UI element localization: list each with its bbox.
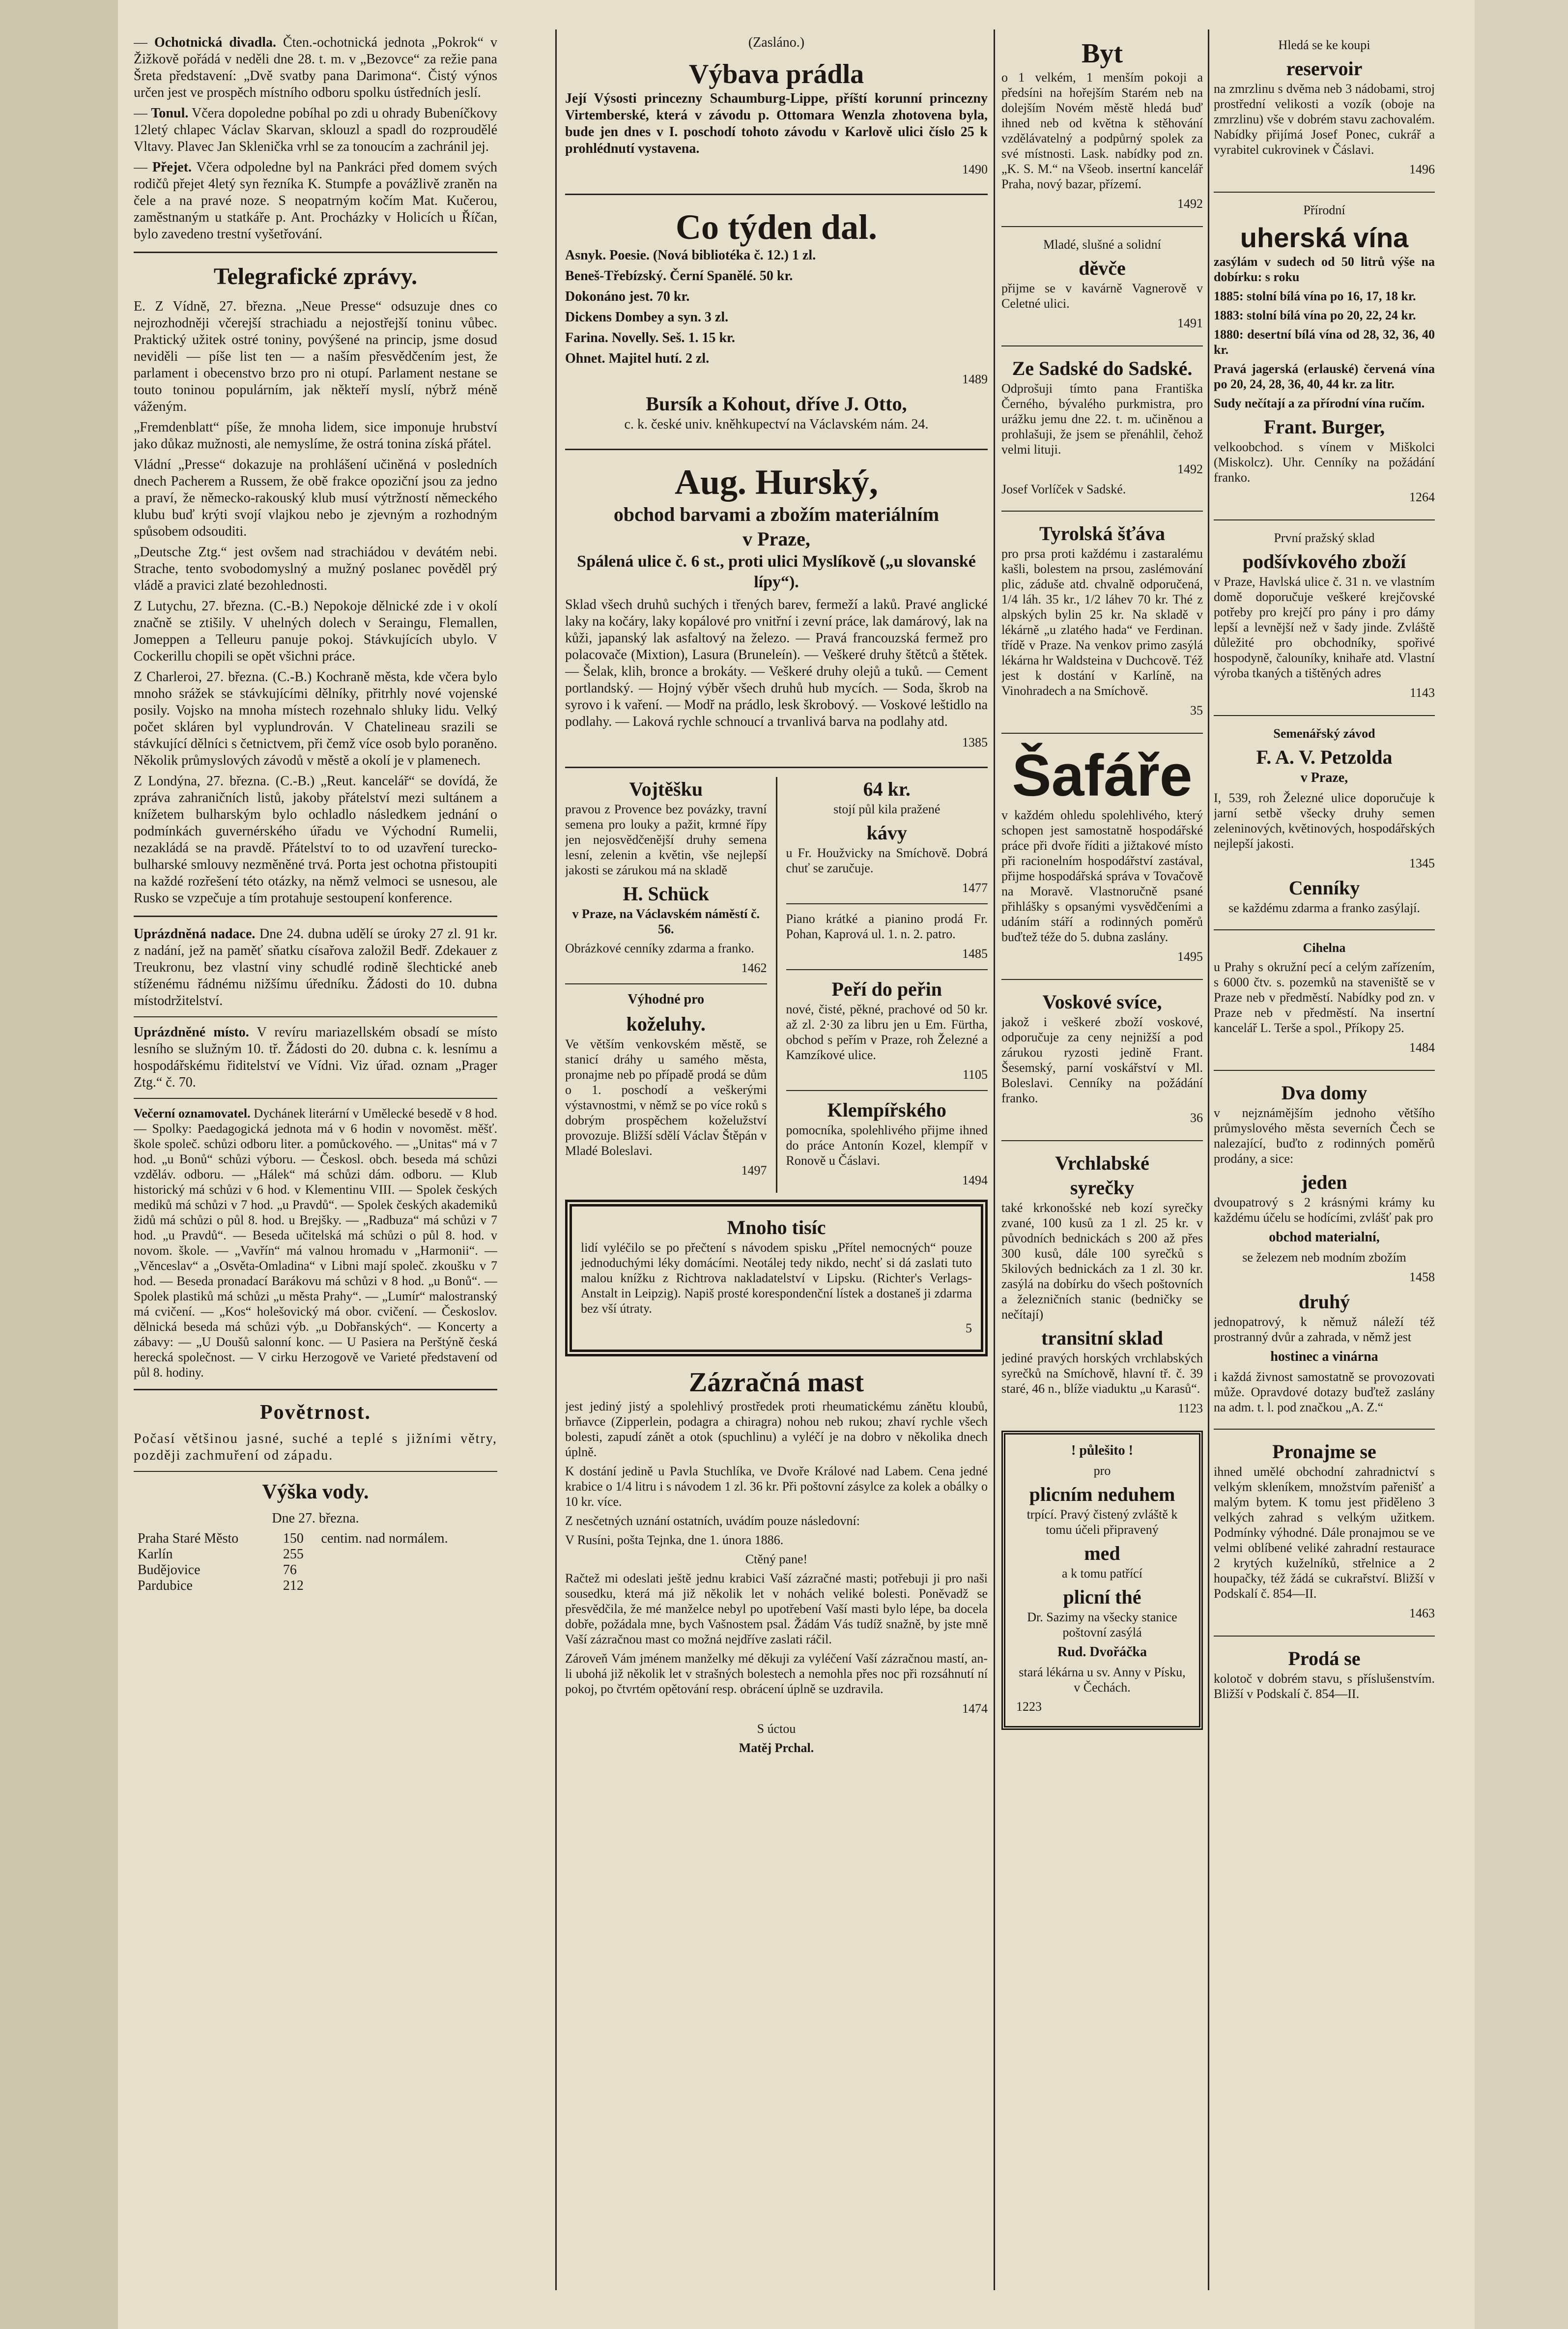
ad-number: 1458 [1409,1270,1435,1284]
divider [1001,733,1203,734]
divider [134,916,497,917]
ad-sadska [1001,353,1203,504]
ad-text: na zmrzlinu s dvěma neb 3 nádobami, stroj prostřední velikosti a vozík (oboje na zmrzlinu) vše v dobrém stavu zachovalém. Nabídky přijímá Josef Ponec, cukrář a vyrabitel cukrovinek v Čáslavi. [1214,82,1435,157]
column-ads-narrow [1001,34,1203,1737]
ad-text: K dostání jedině u Pavla Stuchlíka, ve Dvoře Králové nad Labem. Cena jedné krabice o 1/4 litru i s návodem 1 zl. 36 kr. Při poštovní zásylce za kolek a obálky o 10 kr. více. [565,1464,988,1509]
divider [565,983,767,984]
ad-number: 1477 [962,881,988,895]
divider [134,1389,497,1390]
ad-text: Její Výsosti princezny Schaumburg-Lippe, příští korunní princezny Virtemberské, která v závodu p. Ottomara Wenzla zhotovena byla, bude jen dnes v I. poschodí tohoto závodu v Karlově ulici číslo 25 k prohlédnutí vystavena. [565,91,988,156]
notice: Uprázdněné místo. V revíru mariazellském obsadí se místo lesního se služným 10. tř. Žádosti do 20. dubna c. k. lesnímu a hospodářskému řiditelství ve Vídni. Viz úřad. oznam „Prager Ztg.“ č. 70. [134,1025,497,1090]
ad-title: Mnoho tisíc [727,1216,826,1238]
book-line: Farina. Novelly. Seš. 1. 15 kr. [565,330,735,345]
ad-devce [1001,234,1203,339]
letter-closing: S úctou [757,1722,796,1736]
ad-number: 1264 [1409,490,1435,504]
news-item: — Tonul. Včera dopoledne pobíhal po zdi u ohrady Bubeníčkovy 12letý chlapec Václav Skarvan, sklouzl a spadl do rozproudělé Vltavy. Plavec Jan Sklenička vrhl se za tonoucím a zachránil jej. [134,106,497,154]
ad-kava-price: 64 kr. [863,778,911,800]
wine-line: 1880: desertní bílá vína od 28, 32, 36, 40 kr. [1214,327,1435,357]
ad-text: nové, čisté, pěkné, prachové od 50 kr. až zl. 2·30 za libru jen u Em. Fürtha, obchod s peřím v Praze, roh Železné a Kamzíkové ulice. [786,1002,988,1062]
ad-product: med [1084,1542,1120,1564]
ad-text: c. k. české univ. kněhkupectví na Václavském nám. 24. [624,417,929,432]
ad-subtitle: Bursík a Kohout, dříve J. Otto, [646,393,907,415]
ad-number: 1345 [1409,856,1435,870]
ad-number: 36 [1190,1111,1203,1125]
ad-text: jediné pravých horských vrchlabských syrečků na Smíchově, hlavní tř. č. 39 staré, 46 n., blíže viaduktu „u Karasů“. [1001,1351,1203,1396]
divider [776,777,777,1193]
ad-right-stack [786,777,988,1193]
table-row: Budějovice 76 [138,1562,297,1578]
ad-co-tyden-dal [565,204,988,440]
ad-safare [1001,741,1203,972]
ad-title: Byt [1082,38,1123,69]
book-line: Ohnet. Majitel hutí. 2 zl. [565,351,710,366]
ad-text: Z nesčetných uznání ostatních, uvádím pouze následovní: [565,1514,860,1528]
ad-text: stojí půl kila pražené [833,802,941,816]
page-left-margin [0,0,118,2329]
ad-text: a k tomu patřící [1062,1566,1142,1581]
ad-kava-word: kávy [866,822,907,844]
ad-city: v Praze, [1300,770,1348,785]
news-item: — Ochotnická divadla. Čten.-ochotnická jednota „Pokrok“ v Žižkově pořádá v neděli dne 28. t. m. v „Bezovce“ za režie pana Šreta představení: „Dvě svatby pana Darimona“. Čistý výnos určen jest ve prospěch místního odboru spolku ústředních jeslí. [134,35,497,100]
ad-number: 1490 [962,162,988,176]
ad-head: Semenářský závod [1273,726,1375,741]
ad-title: Voskové svíce, [1042,991,1162,1013]
ad-signature: Josef Vorlíček v Sadské. [1001,482,1126,496]
ad-text: stará lékárna u sv. Anny v Písku, v Čechách. [1019,1665,1186,1695]
telegraph-paragraph: Z Londýna, 27. března. (C.-B.) „Reut. kancelář“ se dovídá, že zpráva zahraničních listů, jakoby přátelství mezi sultánem a knížetem bulharským bylo ochladlo následkem jednání o podmínkách guvernérského úřadu ve Východní Rumelii, nezakládá se na pravdě. Přátelství to to od uzavření turecko-bulharské smlouvy nezměněné trvá. Porta jest ochotna přistoupiti na každé rozřešení této otázky, na němž velmoci se usnesou, ale Rusko se vzpečuje a tím protahuje sestoupení konference. [134,774,497,906]
telegraph-paragraph: Vládní „Presse“ dokazuje na prohlášení učiněná v posledních dnech Pacherem a Russem, že obě frakce opoziční jsou za jedno a praví, že německo-rakouský klub musí výtržností německého klubu buď krýti svojí vlajkou nebo je zjevným a rozhodným spůsobem odsouditi. [134,457,497,539]
ad-text: v nejznámějším jednoho většího průmyslového města severních Čech se nalezající, buďto z rodinných poměrů prodány, a sice: [1214,1106,1435,1166]
ad-text: dvoupatrový s 2 krásnými krámy ku každému účelu se hodícími, zvlášť pak pro [1214,1195,1435,1225]
divider [1001,226,1203,227]
zaslano-label: (Zasláno.) [748,35,805,50]
ad-address: v Praze, na Václavském náměstí č. 56. [572,907,760,936]
ad-subtitle: obchod materialní, [1269,1230,1380,1245]
table-row: Praha Staré Město 150 centim. nad normálem. [138,1531,448,1546]
ad-text: pomocníka, spolehlivého přijme ihned do práce Antonín Kozel, klempíř v Ronově u Čáslavi. [786,1123,988,1168]
ad-number: 1484 [1409,1040,1435,1055]
wine-line: Pravá jagerská (erlauské) červená vína po 20, 24, 28, 36, 40, 44 kr. za litr. [1214,362,1435,391]
ad-exclaim: ! půlešito ! [1071,1443,1133,1458]
column-ads-main [565,34,988,1762]
ad-mnoho-tisic [565,1200,988,1356]
ad-number: 1143 [1409,686,1435,700]
ad-zazracna-mast [565,1363,988,1762]
wine-line: Sudy nečítají a za přírodní vína ručím. [1214,396,1425,410]
divider [565,194,988,195]
ad-text: trpící. Pravý čistený zvláště k tomu účeli připravený [1026,1507,1178,1537]
divider [565,449,988,450]
table-row: Karlín 255 [138,1547,304,1562]
ad-title: Prodá se [1288,1647,1361,1669]
ad-title: Pronajme se [1272,1440,1376,1463]
ad-title: Cihelna [1303,941,1346,955]
ad-kozeluhy-head: Výhodné pro [627,992,705,1007]
ad-text: I, 539, roh Železné ulice doporučuje k jarní setbě všecky druhy semen zeleninových, květinových, hospodářských nejlepší jakosti. [1214,791,1435,851]
ad-number: 1462 [741,961,767,975]
ad-subtitle: obchod barvami a zbožím materiálním [613,503,940,525]
letter-greeting: Ctěný pane! [745,1552,808,1566]
divider [134,1016,497,1017]
ad-number: 1496 [1409,162,1435,176]
ad-text: se každému zdarma a franko zasýlají. [1228,901,1420,915]
ad-reservoir [1214,34,1435,185]
ad-title: Zázračná mast [688,1367,864,1398]
ad-dva-domy [1214,1078,1435,1422]
ad-title: F. A. V. Petzolda [1256,746,1393,768]
ad-text: u Fr. Houžvicky na Smíchově. Dobrá chuť se zaručuje. [786,846,988,875]
ad-left-stack [565,777,767,1193]
ad-subtitle: Cenníky [1288,877,1360,899]
ad-podsivky [1214,527,1435,708]
divider [1001,511,1203,512]
telegraph-paragraph: E. Z Vídně, 27. března. „Neue Presse“ odsuzuje dnes co nejrozhodněji včerejší strachiadu a nejostřejší toninu vůbec. Praktický užitek ostré toniny, povýšené na princip, jsme dosud neviděli — píše list ten — a naším přesvědčením jest, že parlament i obecenstvo brzo pro ni otupí. Parlament nestane se touto toninou populárním, jak někteří myslí, nýbrž méně váženým. [134,299,497,414]
ad-number: 1491 [1177,316,1203,330]
ad-petzold [1214,723,1435,922]
divider [1001,979,1203,980]
ad-vojtesku-title: Vojtěšku [629,778,703,800]
ad-vybava [565,55,988,185]
ad-text: také krkonošské neb kozí syrečky zvané, 100 kusů za 1 zl. 25 kr. v původních bednickách s 200 až přes 300 kusů, dále 100 syrečků s 5kilových bednickách za 1 zl. 30 kr. zasýlá na dobírku do všech poštovních a železničních stanic (bedničky se nečítají) [1001,1201,1203,1322]
ad-text: pro prsa proti každému i zastaralému kašli, bolestem na prsou, zaslémování plic, záduše atd. chvalně odporučená, 1/4 láh. 35 kr., 1/2 láhev 70 kr. Thé z alpských bylin 25 kr. Na skladě v lékárně „u zlatého hada“ ve Ferdinan. třídě v Praze. Na venkov primo zasýlá lékárna hr Waldsteina v Duchcově. Též jest k dostání v Karlíně, na Vinohradech a na Smíchově. [1001,546,1203,698]
telegraph-news [134,298,497,907]
weather-heading: Povětrnost. [259,1401,371,1424]
divider [1214,192,1435,193]
ad-title: Šafáře [1012,743,1193,808]
notice: Večerní oznamovatel. Dychánek literární v Umělecké besedě v 8 hod. — Spolky: Paedagogická jednota má v 6 hodin v novoměst. měšť. škole společ. schůzi odboru liter. a pomůckového. — „Unitas“ má v 7 hod. „u Bonů“ schůzi výboru. — Českosl. obch. beseda má schůzi vzděláv. odboru. — „Hálek“ má schůzi dám. odboru. — Klub historický má schůzi v 6 hod. v Klementinu VIII. — Spolek českých mediků má schůzi v 7 hod. „u Pravdů“. — Spolek českých akademiků židů má schůzi o půl 8. hod. u Brejšky. — „Radbuza“ má schůzi v 7 hod. „u Pravdů“. — Beseda učitelská má schůzi o půl 8. hod. v novom. škole. — „Vavřín“ má valnou hromadu v „Harmonii“. — „Věnceslav“ a „Osvěta-Omladina“ v Libni mají společ. zkoušku v 7 hod. — Beseda pronadací Barákovu má schůzi v 8 hod. „u Bonů“. — Spolek plastiků má schůzi „u města Prahy“. — „Lumír“ malostranský má cvičení. — „Kos“ holešovický má obor. cvičení. — Českoslov. dělnická beseda má schůzi výb. „u Dobřanských“. — Koncerty a zábavy: — „U Doušů salonní konc. — U Pasiera na Perštýně česká herecká společnost. — V cirku Herzogově ve Varieté představení od půl 8. hodiny. [134,1106,497,1380]
divider [1214,519,1435,520]
divider [786,969,988,970]
ad-proda [1214,1643,1435,1708]
ad-text: Dr. Sazimy na všecky stanice poštovní zasýlá [1027,1610,1177,1639]
ad-number: 1492 [1177,462,1203,476]
column-divider [994,29,995,2290]
divider [786,1090,988,1091]
ad-title: Co týden dal. [675,207,878,247]
wine-line: 1883: stolní bílá vína po 20, 22, 24 kr. [1214,308,1416,322]
book-line: Dickens Dombey a syn. 3 zl. [565,310,729,325]
telegraph-paragraph: Z Lutychu, 27. března. (C.-B.) Nepokoje dělnické zde i v okolí značně se ztišily. V uhelných dolech v Seraingu, Flemallen, Jomeppen a Telleuru panuje pokoj. Stávkujících ubylo. V Cockerillu chopili se opět všichni práce. [134,599,497,664]
divider [786,903,988,904]
telegraph-paragraph: Z Charleroi, 27. března. (C.-B.) Kochraně města, kde včera bylo mnoho srážek se stávkujícími dělníky, přitrhly nové vojenské posily. Vojsko na mnoha místech rozehnalo shluky lidu. Velký počet skláren byl vyplundrován. V Chatelineau srazili se stávkující dělníci s četnictvem, při čemž více osob bylo poraněno. Několik průmyslových závodů v městě a okolí je v plamenech. [134,669,497,768]
wine-line: 1885: stolní bílá vína po 16, 17, 18 kr. [1214,289,1416,303]
ad-number: 35 [1190,703,1203,718]
ad-text: jakož i veškeré zboží voskové, odporučuje za ceny nejnižší a pod zárukou ryzosti jedině Frant. Šesemský, parní voskářství v Ml. Boleslavi. Cenníky na požádání franko. [1001,1015,1203,1105]
ad-text: pravou z Provence bez povázky, travní semena pro louky a pažit, krmné řípy jen nejosvědčenější druhy semena lesní, zelenin a květin, vše nejlepší jakosti se zárukou má na skladě [565,802,767,877]
notice: Uprázdněná nadace. Dne 24. dubna udělí se úroky 27 zl. 91 kr. z nadání, jež na paměť sňatku císařova založil Bedř. Zdekauer z Treukronu, bez vlastní viny schudlé rodině šlechtické aneb stíženému řádnému nižšímu úředníku. Žádosti do 10. dubna místodržitelství. [134,926,497,1008]
ad-uherska-vina [1214,200,1435,513]
divider [565,767,988,768]
divider [1214,1636,1435,1637]
ad-number: 5 [966,1321,972,1335]
table-row: Pardubice 212 [138,1578,304,1593]
ad-product: plicní thé [1063,1586,1141,1608]
ad-number: 1492 [1177,197,1203,211]
ad-signature: Rud. Dvořáčka [1057,1644,1147,1660]
ad-text: přijme se v kavárně Vagnerově v Celetné ulici. [1001,281,1203,311]
ad-text: Odprošuji tímto pana Františka Černého, bývalého purkmistra, pro urážku jemu dne 22. t. m. učiněnou a prohlašuji, že jsem se přenáhlil, čehož velmi lituji. [1001,381,1203,457]
ad-head: Hledá se ke koupi [1278,38,1370,52]
divider [134,1471,497,1472]
telegraph-heading: Telegrafické zprávy. [213,263,418,289]
letter-head: V Rusíni, pošta Tejnka, dne 1. února 1886. [565,1533,784,1547]
water-level-date: Dne 27. března. [272,1511,359,1526]
water-level-heading: Výška vody. [262,1481,369,1503]
ad-number: 1474 [962,1701,988,1716]
page-right-margin [1475,0,1568,2329]
divider [1214,929,1435,930]
ad-number: 1489 [962,372,988,386]
ad-cihelna [1214,937,1435,1063]
ad-pronajme [1214,1437,1435,1629]
ad-title: Aug. Hurský, [674,462,879,502]
ad-text: u Prahy s okružní pecí a celým zařízením, s 6000 čtv. s. pozemků na staveniště se v Praze neb v předměstí. Nabídky pod zn. v Praze neb v předměstí. Na insertní kancelář L. Terše a spol., Příkopy 25. [1214,960,1435,1035]
ad-syrecky [1001,1148,1203,1424]
ad-number: 1105 [962,1067,988,1082]
divider [134,1098,497,1099]
ad-hursky [565,459,988,758]
ad-number: 1123 [1177,1401,1203,1415]
column-divider [1208,29,1209,2290]
letter-text: Zároveň Vám jménem manželky mé děkuji za vyléčení Vaší zázračnou mastí, an-li ubohá již několik let v strašných bolestech a nemohla přes noc při rozsáhnutí ní pokoj, po čtvrtém opětování resp. obrácení úplně se uzdravila. [565,1651,988,1696]
ad-peri-title: Peří do peřin [831,978,942,1000]
ad-text: velkoobchod. s vínem v Miškolci (Miskolcz). Uhr. Cenníky na požádání franko. [1214,440,1435,485]
ad-row [565,777,988,1193]
column-news [134,34,497,1594]
letter-text: Račtež mi odeslati ještě jednu krabici Vaší zázračné masti; potřebuji ji pro naši sousedku, která má již několik let v nohách veliké bolesti. Poněvadž se přesvědčila, že mé manželce nebyl po upotřebení Vaší masti bylo lépe, ba docela dobře, požádala mne, bych Vašnostem psal. Žádám Vás tudíž snažně, by jste mně Vaší zázračnou mast co možná nejdříve zaslati ráčil. [565,1571,988,1646]
ad-text: Sklad všech druhů suchých i třených barev, fermeží a laků. Pravé anglické laky na kočáry, laky kopálové pro vnitřní i zevní práce, lak damárový, lak na kůži, japanský lak asfaltový na železo. — Pravá francouzská fermež pro polacovače (Mixtion), Lasura (Bruneleín). — Veškeré druhy štětců a štětek. — Šelak, klih, bronce a brokáty. — Veškeré druhy olejů a tuků. — Cement portlandský. — Hojný výběr všech druhů hub mycích. — Soda, škrob na syrovo i k vaření. — Modř na prádlo, lesk škrobový. — Voskové leštidlo na podlahy. — Laková rychle schnoucí a trvanlivá barva na podlahy atd. [565,597,988,729]
letter-signature: Matěj Prchal. [739,1741,814,1755]
ad-text: o 1 velkém, 1 menším pokoji a předsíni na hořejším Starém neb na dolejším Novém městě hledá buď ihned neb od května k stěhování vzdělávatelný a podpůrný spolek za své místnosti. Lask. nabídky pod zn. „K. S. M.“ na Všeob. insertní kancelář Praha, nový bazar, přízemí. [1001,70,1203,191]
column-ads-right [1214,34,1435,1708]
ad-subtitle: hostinec a vinárna [1270,1349,1378,1364]
column-divider [555,29,557,2290]
weather-text: Počasí většinou jasné, suché a teplé s jižními větry, později zachmuření od západu. [134,1431,497,1463]
ad-title: Dva domy [1281,1082,1368,1104]
ad-subtitle: druhý [1298,1291,1350,1313]
ad-text: pro [1093,1464,1111,1478]
book-line: Asnyk. Poesie. (Nová bibliotéka č. 12.) 1 zl. [565,248,816,263]
local-news [134,34,497,243]
ad-text: se železem neb modním zbožím [1242,1250,1406,1265]
ad-number: 1497 [741,1163,767,1178]
divider [1214,715,1435,716]
ad-number: 1385 [962,735,988,749]
ad-pre: Mladé, slušné a solidní [1043,237,1161,252]
ad-text: zasýlám v sudech od 50 litrů výše na dobírku: s roku [1214,255,1435,284]
ad-title: Tyrolská šťáva [1039,522,1166,545]
book-line: Beneš-Třebízský. Černí Spanělé. 50 kr. [565,268,793,284]
ad-subtitle: jeden [1301,1171,1347,1193]
ad-number: 1495 [1177,949,1203,964]
divider [1001,345,1203,346]
ad-text: jednopatrový, k němuž náleží též prostranný dvůr a zahrada, v němž jest [1214,1315,1435,1344]
divider [1001,1140,1203,1141]
ad-text: v Praze, Havlská ulice č. 31 n. ve vlastním domě doporučuje veškeré krejčovské potřeby pro krejčí pro pány i pro dámy lepší a levnější než v šady jinde. Zvláště důležité pro obchodníky, spořivé hospodyně, čalouníky, knihaře atd. Vlastní výroba tkaných a tištěných adres [1214,575,1435,680]
ad-text: Ve větším venkovském městě, se stanicí dráhy u samého města, pronajme neb po případě prodá se dům o 1. poschodí a veškerými výstavnostmi, v němž se po více roků s dobrým prospěchem koželužství provozuje. Bližší sdělí Václav Štěpán v Mladé Boleslavi. [565,1037,767,1158]
ad-voskove-svice [1001,987,1203,1133]
news-item: — Přejet. Včera odpoledne byl na Pankráci před domem svých rodičů přejet 4letý syn řezníka K. Stumpfe a povážlivě zraněn na čele a na pravé noze. S neopatrným kočím Mat. Kučerou, zaměstnaným u statkáře p. Ant. Procházky v Holicích u Říčan, bylo zavedeno trestní vyšetřování. [134,160,497,242]
ad-title: syrečky [1070,1177,1135,1199]
ad-plicni [1001,1431,1203,1730]
telegraph-paragraph: „Deutsche Ztg.“ jest ovšem nad strachiádou v devátém nebi. Strache, tento svobodomyslný a mužný poslanec pověděl prý vládě a pravici zlaté bezohlednosti. [134,545,497,593]
ad-number: 1494 [962,1173,988,1187]
ad-text: jest jediný jistý a spolehlivý prostředek proti rheumatickému zánětu kloubů, brňavce (Zipperlein, podagra a chiragra) nohou neb rukou; zhaví rychle všech bolesti, zapudí zánět a otok (spuchlinu) a vyléčí je na dobro v několika dnech úplně. [565,1399,988,1459]
ad-byt [1001,34,1203,219]
ad-number: 1223 [1016,1699,1042,1714]
ad-subtitle: Frant. Burger, [1263,416,1385,438]
ad-title: Ze Sadské do Sadské. [1012,357,1193,379]
ad-title: děvče [1079,257,1126,279]
ad-title: reservoir [1286,58,1363,80]
ad-title: podšívkového zboží [1242,550,1406,573]
ad-text: lidí vyléčilo se po přečtení s návodem spisku „Přítel nemocných“ pouze jednoduchými léky domácími. Neotálej tedy nikdo, nechť si dá zaslati tuto malou knížku z Richtrova nakladatelství v Lipsku. (Richter's Verlags-Anstalt in Leipzig). Napiš prosté korespondenční lístek a dostaneš ji zdarma bez vší útraty. [581,1240,972,1316]
book-line: Dokonáno jest. 70 kr. [565,289,690,304]
ad-address: Spálená ulice č. 6 st., proti ulici Myslíkově („u slovanské lípy“). [577,552,976,591]
divider [1214,1429,1435,1430]
ad-head: První pražský sklad [1274,531,1375,545]
ad-text: ihned umělé obchodní zahradnictví s velkým skleníkem, množstvím pařenišť a malým bytem. K tomu jest přiděleno 3 velkých zahrad s velkým užitkem. Podmínky výhodné. Dále pronajmou se ve velmi oblíbené veliké zahradní restaurace 2 krytých kuželníků, střelnice a 2 houpačky, též žádá se cukrařství. Bližší v Podskalí č. 854—II. [1214,1465,1435,1601]
ad-title: uherská vína [1240,222,1409,253]
ad-city: v Praze, [742,528,810,550]
ad-text: Obrázkové cenníky zdarma a franko. [565,941,754,955]
ad-title: plicním neduhem [1029,1483,1175,1505]
ad-text: kolotoč v dobrém stavu, s příslušenstvím. Bližší v Podskalí č. 854—II. [1214,1671,1435,1701]
divider [1214,1070,1435,1071]
ad-kozeluhy-title: koželuhy. [626,1013,706,1035]
ad-subtitle: transitní sklad [1041,1327,1163,1349]
ad-head: Přírodní [1303,203,1345,217]
ad-title: Výbava prádla [688,59,864,89]
telegraph-paragraph: „Fremdenblatt“ píše, že mnoha lidem, sice imponuje hrubství jako důkaz mužnosti, ale nemyslíme, že ostrá tonina získá přátel. [134,420,497,452]
ad-schuck-title: H. Schück [623,883,710,905]
ad-tyrolska-stava [1001,518,1203,726]
ad-head: Vrchlabské [1055,1152,1149,1174]
ad-piano: Piano krátké a pianino prodá Fr. Pohan, Kaprová ul. 1. n. 2. patro. [786,912,988,941]
ad-klemp-title: Klempířského [827,1099,946,1121]
water-level-table [134,1531,497,1594]
ad-number: 1463 [1409,1606,1435,1620]
ad-number: 1485 [962,947,988,961]
ad-text: v každém ohledu spolehlivého, který schopen jest samostatně hospodářské práce při dvoře říditi a jižtakové místo při racionelním hospodářství zastával, přijme hospodářská správa v Tovačově na Moravě. Vlastnoručně psané přihlášky s opsanými vysvědčeními a udáním stáří a rodinných poměrů buďtež téže do 5. dubna zaslány. [1001,808,1203,944]
divider [134,252,497,253]
ad-text: i každá živnost samostatně se provozovati může. Opravdové dotazy buďtež zaslány na adm. t. l. pod značkou „A. Z.“ [1214,1370,1435,1414]
